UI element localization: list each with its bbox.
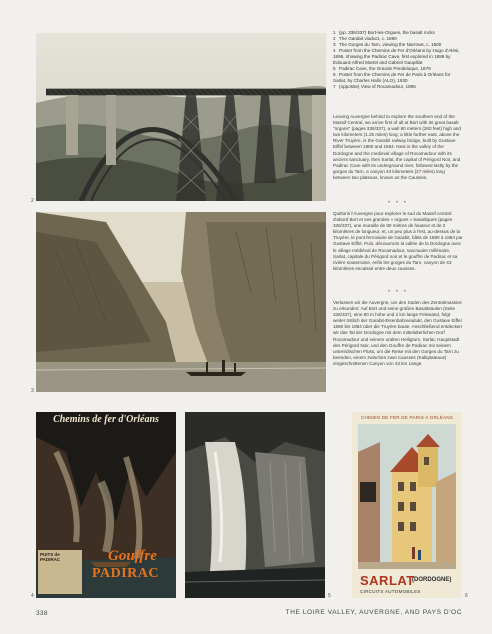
photo-garabit-viaduct	[36, 33, 326, 201]
caption-item: 1 (pp. 336/337) Bort-les-Orgues, the basalt rocks	[333, 30, 435, 35]
poster-padirac-side-box: PUITS de PADIRAC	[38, 550, 82, 594]
section-separator: • • •	[388, 200, 408, 206]
caption-item: 4 Poster from the Chemins de Fer d'Orléans by Hugo d'Alési, 1896, showing the Padirac Cave, first explored in 1889 by Édouard-Alfred Martel and Gabriel Gaupillat	[333, 48, 460, 65]
poster-sarlat-title: SARLAT	[360, 573, 415, 588]
body-text-french: Quittons l'Auvergne pour explorer le sud du Massif central: d'abord Bort et ses grandes « orgues » basaltiques (pages 336/337), une muraille de 80 mètres de hauteur et de 2 kilomètres de longueur, et, un peu plus à l'est, au-dessus de la Truyère, le pont ferroviaire de Garabit, bâtis de 1880 à 1884 par Gustave Eiffel. Puis, découvrons la vallée de la Dordogne avec le village médiéval de Rocamadour, sanctuaire millénaire, Sarlat, capitale du Périgord noir et le gouffre de Padirac et sa rivière souterraine, enfin les gorges du Tarn, canyon de 43 kilomètres encaissé entre deux causses.	[333, 211, 463, 271]
poster-padirac-title-line1: Gouffre	[108, 548, 157, 564]
page-number: 338	[36, 610, 48, 617]
running-footer-title: THE LOIRE VALLEY, AUVERGNE, AND PAYS D'OC	[285, 609, 462, 616]
caption-list	[333, 30, 463, 90]
figure-number-2: 2	[31, 198, 34, 204]
caption-item: 5 Padirac Cave, the Grande Pendeloque, 1879	[333, 66, 431, 71]
caption-item: 6 Poster from the Chemins de Fer de Paris à Orléans for Sarlat, by Charles Hallo (ALO), 1930	[333, 72, 451, 83]
figure-number-4: 4	[31, 593, 34, 599]
poster-sarlat-bottom: CIRCUITS AUTOMOBILES	[360, 589, 421, 594]
caption-item: 2 The Garabit viaduct, c. 1890	[333, 36, 397, 41]
poster-sarlat-company: CHEMIN DE FER DE PARIS A ORLÉANS	[360, 415, 454, 420]
poster-sarlat-subtitle: (DORDOGNE)	[412, 577, 452, 583]
figure-number-3: 3	[31, 388, 34, 394]
figure-number-5: 5	[328, 593, 331, 599]
section-separator: • • •	[388, 289, 408, 295]
caption-item: 7 (opposite) View of Rocamadour, 1895	[333, 84, 416, 89]
caption-item: 3 The Gorges du Tarn, viewing the Narrows, c. 1900	[333, 42, 442, 47]
photo-gorges-du-tarn	[36, 212, 326, 392]
poster-sarlat	[352, 412, 462, 598]
poster-padirac-title-line2: PADIRAC	[92, 566, 160, 581]
poster-padirac-company: Chemins de fer d'Orléans	[53, 414, 159, 425]
figure-number-6: 6	[465, 593, 468, 599]
body-text-german: Verlassen wir die Auvergne, um den Süden des Zentralmassivs zu erkunden: Auf Bort und seine großen Basaltsäulen (Seite 336/337), eine 80 m hohe und 2 km lange Felswand, folgt weiter östlich der Garabit-Eisenbahnviadukt, den Gustave Eiffel 1880 bis 1884 über die Truyère baute. Anschließend entdecken wir das Tal der Dordogne mit dem mittelalterlichen Dorf Rocamadour und seinem uralten Heiligtum, Sarlat, Hauptstadt des Périgord Noir, und den Gouffre de Padirac mit seinem unterirdischen Fluss, um die Reise mit den Gorges du Tarn zu beenden, einem zwischen zwei Causses (Kalkplateaus) eingeschnittenen Canyon von 43 km Länge.	[333, 300, 462, 366]
poster-padirac	[36, 412, 176, 598]
body-text-english: Leaving Auvergne behind to explore the southern end of the Massif Central, we arrive first of all at Bort with its great basalt "organs" (pages 336/337), a wall 80 meters (260 feet) high and two kilometers (1.25 miles) long; a little further east, above the River Truyère, is the Garabit railway bridge, built by Gustave Eiffel between 1880 and 1884. Next is the valley of the Dordogne and the medieval village of Rocamadour with its ancient sanctuary, then Sarlat, the capital of Périgord Noir, and Padirac Cave with its underground river, followed lastly by the gorges du Tarn, a canyon 43 kilometers (27 miles) long between two plateaus, known as the Causses.	[333, 114, 461, 180]
photo-padirac-cave	[185, 412, 325, 598]
